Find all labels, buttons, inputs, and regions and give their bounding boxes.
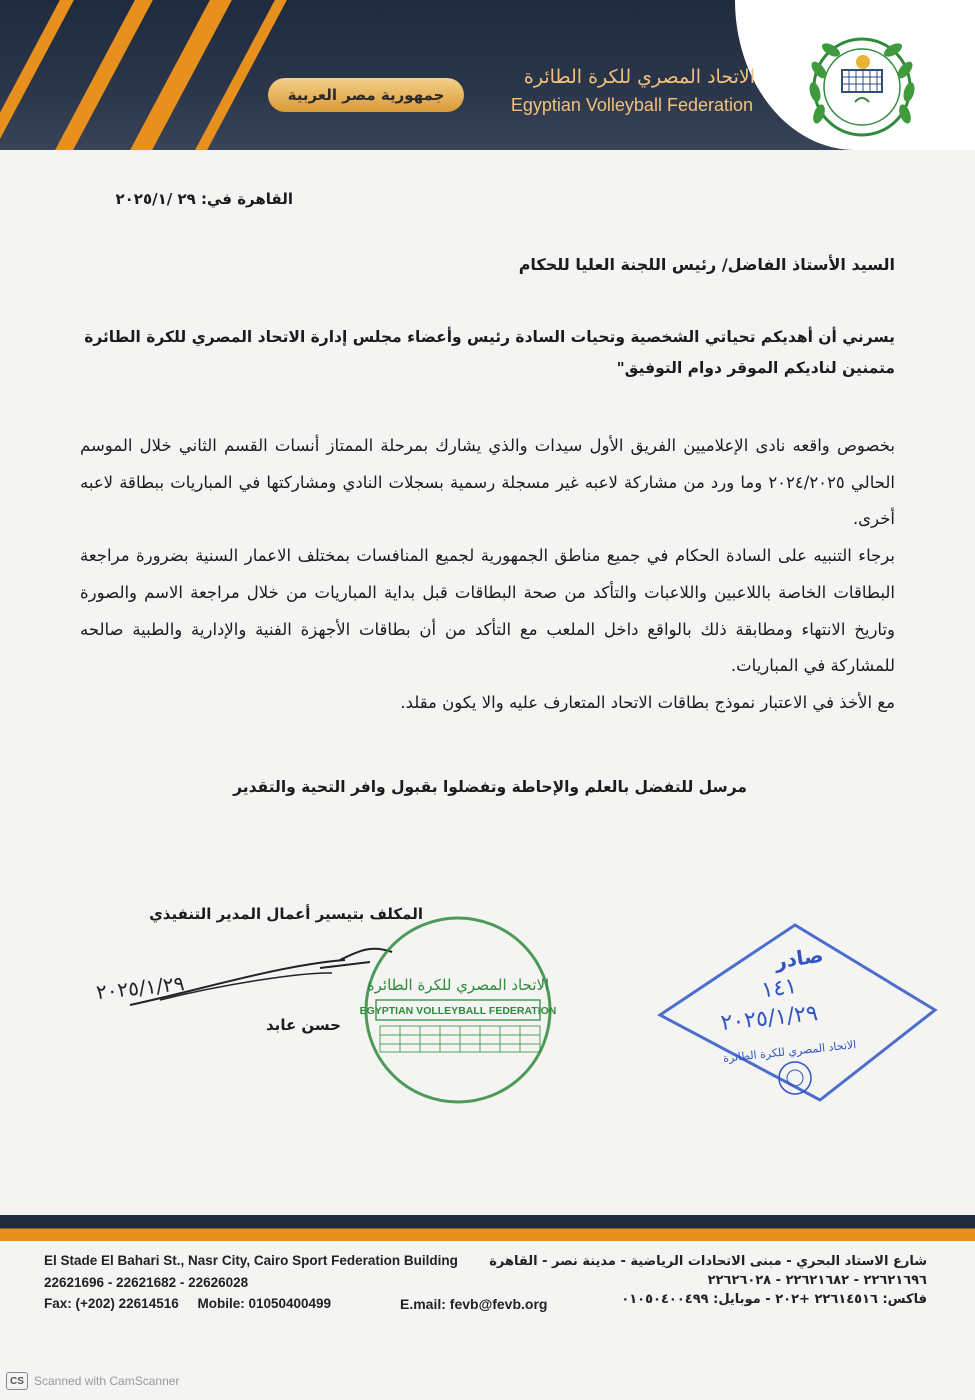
federation-logo [797,22,927,150]
watermark-text: Scanned with CamScanner [34,1374,180,1388]
scanner-watermark [6,1372,179,1390]
letter-greeting: يسرني أن أهديكم تحياتي الشخصية وتحيات السادة رئيس وأعضاء مجلس إدارة الاتحاد المصري للكرة الطائرة متمنين لناديكم الموقر دوام التوفيق" [84,328,895,377]
stamp-footer-text: الاتحاد المصري للكرة الطائرة [722,1038,857,1065]
signatory-name: حسن عابد [266,1016,341,1034]
letter-addressee: السيد الأستاذ الفاضل/ رئيس اللجنة العليا للحكام [518,255,895,274]
stamp-english-name: EGYPTIAN VOLLEYBALL FEDERATION [359,1005,557,1017]
body-paragraph: بخصوص واقعه نادى الإعلاميين الفريق الأول سيدات والذي يشارك بمرحلة الممتاز أنسات القسم الثاني خلال الموسم الحالي ٢٠٢٤/٢٠٢٥ وما ورد من مشاركة لاعبه غير مسجلة رسمية بسجلات النادي ومشاركتها في المباريات ببطاقة لاعبه أخرى. [80,436,895,529]
footer-fax-mobile-english: Fax: (+202) 22614516 Mobile: 01050400499 [44,1296,332,1311]
footer-phones-arabic: ٢٢٦٢١٦٩٦ - ٢٢٦٢١٦٨٢ - ٢٢٦٢٦٠٢٨ [707,1273,927,1288]
stamp-arabic-name: الاتحاد المصري للكرة الطائرة [366,976,550,994]
stamp-number: ١٤١ [759,973,799,1004]
footer-band [0,1215,975,1241]
footer-email: E.mail: fevb@fevb.org [400,1296,548,1312]
country-badge: جمهورية مصر العربية [268,78,464,112]
letter-closing: مرسل للتفضل بالعلم والإحاطة وتفضلوا بقبول وافر التحية والتقدير [233,778,747,796]
footer-fax-mobile-arabic: فاكس: ٢٢٦١٤٥١٦ +٢٠٢ - موبايل: ٠١٠٥٠٤٠٠٤٩٩ [621,1292,927,1307]
footer-phones-english: 22621696 - 22621682 - 22626028 [44,1275,249,1290]
stamp-date: ٢٠٢٥/١/٢٩ [719,1001,820,1037]
camscanner-icon: CS [6,1372,28,1390]
federation-name-arabic: الاتحاد المصري للكرة الطائرة [523,66,755,88]
body-paragraph: برجاء التنبيه على السادة الحكام في جميع مناطق الجمهورية لجميع المنافسات بمختلف الاعمار السنية بضرورة مراجعة البطاقات الخاصة باللاعبين واللاعبات والتأكد من صحة البطاقات قبل بداية المباريات من خلال مراجعة الاسم والصورة وتاريخ الانتهاء ومطابقة ذلك بالواقع داخل الملعب مع التأكد من أن بطاقات الأجهزة الفنية والإدارية والطبية صالحه للمشاركة في المباريات. [80,546,895,676]
header-stripe [125,0,237,150]
footer-address-arabic: شارع الاستاد البحري - مبنى الاتحادات الرياضية - مدينة نصر - القاهرة [489,1254,927,1269]
letterhead-header [0,0,975,150]
footer-address-english: El Stade El Bahari St., Nasr City, Cairo Sport Federation Building [44,1253,458,1268]
signature-date: ٢٠٢٥/١/٢٩ [94,971,186,1005]
body-paragraph: مع الأخذ في الاعتبار نموذج بطاقات الاتحاد المتعارف عليه والا يكون مقلد. [400,692,895,712]
stamp-title: صادر [773,942,825,974]
signatory-title: المكلف بتيسير أعمال المدير التنفيذي [149,905,423,923]
letter-body [80,428,895,722]
federation-name-english: Egyptian Volleyball Federation [510,95,753,115]
letter-date: القاهرة في: ٢٩ /٢٠٢٥/١ [115,190,293,208]
